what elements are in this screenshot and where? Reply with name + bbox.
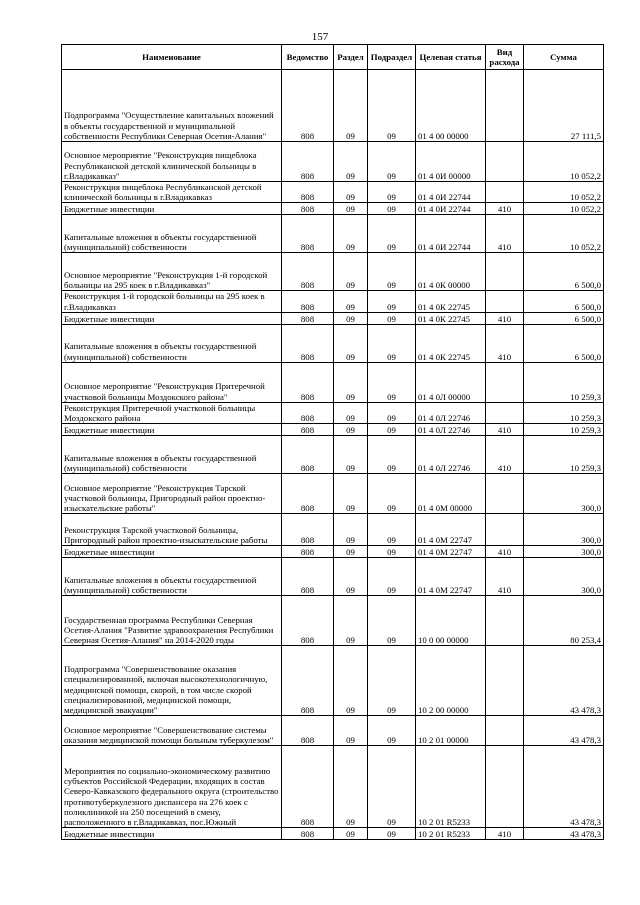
cell-section: 09 xyxy=(334,215,368,253)
cell-name: Основное мероприятие "Реконструкция Тарской участковой больницы, Пригородный район проектно-изыскательские работы" xyxy=(62,474,282,514)
cell-dept: 808 xyxy=(282,142,334,182)
cell-target: 01 4 0И 22744 xyxy=(416,203,486,215)
table-row xyxy=(62,362,604,402)
budget-table xyxy=(61,44,604,840)
cell-dept: 808 xyxy=(282,424,334,436)
cell-section: 09 xyxy=(334,291,368,312)
cell-name: Бюджетные инвестиции xyxy=(62,546,282,558)
cell-sum: 43 478,3 xyxy=(524,716,604,746)
cell-section: 09 xyxy=(334,436,368,474)
cell-subsection: 09 xyxy=(368,746,416,828)
cell-sum: 10 052,2 xyxy=(524,215,604,253)
cell-name: Подпрограмма "Осуществление капитальных вложений в объекты государственной и муниципальной собственности Республики Северная Осетия-Алания" xyxy=(62,70,282,142)
cell-subsection: 09 xyxy=(368,312,416,324)
table-row xyxy=(62,203,604,215)
cell-name: Реконструкция Тарской участковой больницы, Пригородный район проектно-изыскательские работы xyxy=(62,514,282,546)
cell-dept: 808 xyxy=(282,312,334,324)
cell-target: 01 4 0М 00000 xyxy=(416,474,486,514)
table-row xyxy=(62,436,604,474)
cell-type: 410 xyxy=(486,828,524,840)
cell-section: 09 xyxy=(334,182,368,203)
cell-name: Основное мероприятие "Реконструкция 1-й городской больницы на 295 коек в г.Владикавказ" xyxy=(62,253,282,291)
cell-section: 09 xyxy=(334,646,368,716)
cell-target: 10 2 00 00000 xyxy=(416,646,486,716)
cell-target: 10 2 01 00000 xyxy=(416,716,486,746)
cell-target: 01 4 0К 22745 xyxy=(416,312,486,324)
cell-section: 09 xyxy=(334,362,368,402)
cell-sum: 43 478,3 xyxy=(524,828,604,840)
cell-subsection: 09 xyxy=(368,828,416,840)
cell-subsection: 09 xyxy=(368,324,416,362)
cell-name: Бюджетные инвестиции xyxy=(62,828,282,840)
cell-subsection: 09 xyxy=(368,402,416,423)
cell-subsection: 09 xyxy=(368,203,416,215)
cell-type: 410 xyxy=(486,215,524,253)
table-row xyxy=(62,474,604,514)
cell-subsection: 09 xyxy=(368,215,416,253)
cell-name: Реконструкция пищеблока Республиканской детской клинической больницы в г.Владикавказ xyxy=(62,182,282,203)
cell-dept: 808 xyxy=(282,215,334,253)
cell-section: 09 xyxy=(334,514,368,546)
cell-name: Капитальные вложения в объекты государственной (муниципальной) собственности xyxy=(62,436,282,474)
cell-sum: 80 253,4 xyxy=(524,596,604,646)
cell-section: 09 xyxy=(334,546,368,558)
cell-type xyxy=(486,182,524,203)
cell-section: 09 xyxy=(334,828,368,840)
cell-subsection: 09 xyxy=(368,424,416,436)
page-number: 157 xyxy=(311,31,329,43)
cell-section: 09 xyxy=(334,558,368,596)
cell-type xyxy=(486,402,524,423)
cell-target: 01 4 0М 22747 xyxy=(416,514,486,546)
cell-section: 09 xyxy=(334,203,368,215)
table-body xyxy=(62,70,604,840)
cell-dept: 808 xyxy=(282,474,334,514)
cell-section: 09 xyxy=(334,746,368,828)
cell-subsection: 09 xyxy=(368,253,416,291)
table-row xyxy=(62,402,604,423)
cell-name: Бюджетные инвестиции xyxy=(62,203,282,215)
cell-section: 09 xyxy=(334,142,368,182)
cell-name: Реконструкция Притеречной участковой больницы Моздокского района xyxy=(62,402,282,423)
cell-type xyxy=(486,716,524,746)
cell-subsection: 09 xyxy=(368,596,416,646)
cell-target: 01 4 0Л 22746 xyxy=(416,402,486,423)
cell-sum: 10 259,3 xyxy=(524,424,604,436)
cell-name: Капитальные вложения в объекты государственной (муниципальной) собственности xyxy=(62,324,282,362)
cell-name: Бюджетные инвестиции xyxy=(62,424,282,436)
cell-type xyxy=(486,646,524,716)
cell-dept: 808 xyxy=(282,716,334,746)
cell-name: Бюджетные инвестиции xyxy=(62,312,282,324)
cell-sum: 6 500,0 xyxy=(524,253,604,291)
cell-target: 01 4 0Л 22746 xyxy=(416,436,486,474)
table-row xyxy=(62,514,604,546)
cell-type xyxy=(486,514,524,546)
header-sum: Сумма xyxy=(524,45,604,70)
cell-target: 01 4 0К 00000 xyxy=(416,253,486,291)
table-row xyxy=(62,746,604,828)
cell-name: Капитальные вложения в объекты государственной (муниципальной) собственности xyxy=(62,215,282,253)
cell-subsection: 09 xyxy=(368,474,416,514)
cell-subsection: 09 xyxy=(368,514,416,546)
header-target: Целевая статья xyxy=(416,45,486,70)
cell-dept: 808 xyxy=(282,746,334,828)
cell-target: 01 4 0И 22744 xyxy=(416,182,486,203)
cell-type xyxy=(486,474,524,514)
table-row xyxy=(62,596,604,646)
cell-subsection: 09 xyxy=(368,646,416,716)
table-row xyxy=(62,142,604,182)
cell-type: 410 xyxy=(486,312,524,324)
cell-dept: 808 xyxy=(282,203,334,215)
cell-dept: 808 xyxy=(282,558,334,596)
cell-dept: 808 xyxy=(282,253,334,291)
cell-name: Мероприятия по социально-экономическому развитию субъектов Российской Федерации, входящих в состав Северо-Кавказского федерального округа (строительство противотуберкулезного диспансера на 276 коек с поликлиникой на 250 посещений в смену, расположенного в г.Владикавказ, пос.Южный xyxy=(62,746,282,828)
cell-section: 09 xyxy=(334,312,368,324)
cell-target: 10 2 01 R5233 xyxy=(416,746,486,828)
table-row xyxy=(62,646,604,716)
cell-dept: 808 xyxy=(282,182,334,203)
cell-subsection: 09 xyxy=(368,362,416,402)
header-name: Наименование xyxy=(62,45,282,70)
cell-section: 09 xyxy=(334,474,368,514)
cell-dept: 808 xyxy=(282,546,334,558)
header-dept: Ведомство xyxy=(282,45,334,70)
cell-target: 01 4 0М 22747 xyxy=(416,546,486,558)
cell-dept: 808 xyxy=(282,291,334,312)
cell-name: Основное мероприятие "Реконструкция Притеречной участковой больницы Моздокского района" xyxy=(62,362,282,402)
cell-section: 09 xyxy=(334,402,368,423)
cell-section: 09 xyxy=(334,70,368,142)
cell-target: 10 0 00 00000 xyxy=(416,596,486,646)
cell-type xyxy=(486,362,524,402)
table-row xyxy=(62,253,604,291)
table-row xyxy=(62,828,604,840)
cell-sum: 6 500,0 xyxy=(524,324,604,362)
cell-type: 410 xyxy=(486,324,524,362)
cell-sum: 27 111,5 xyxy=(524,70,604,142)
table-row xyxy=(62,424,604,436)
cell-sum: 10 052,2 xyxy=(524,142,604,182)
cell-section: 09 xyxy=(334,424,368,436)
cell-subsection: 09 xyxy=(368,436,416,474)
cell-section: 09 xyxy=(334,324,368,362)
table-row xyxy=(62,70,604,142)
header-section: Раздел xyxy=(334,45,368,70)
cell-dept: 808 xyxy=(282,596,334,646)
cell-dept: 808 xyxy=(282,362,334,402)
cell-section: 09 xyxy=(334,253,368,291)
cell-type xyxy=(486,746,524,828)
cell-sum: 300,0 xyxy=(524,514,604,546)
cell-target: 01 4 0Л 22746 xyxy=(416,424,486,436)
cell-type xyxy=(486,70,524,142)
cell-subsection: 09 xyxy=(368,716,416,746)
cell-name: Капитальные вложения в объекты государственной (муниципальной) собственности xyxy=(62,558,282,596)
cell-dept: 808 xyxy=(282,324,334,362)
cell-target: 01 4 0К 22745 xyxy=(416,324,486,362)
cell-sum: 10 259,3 xyxy=(524,362,604,402)
table-row xyxy=(62,716,604,746)
cell-sum: 6 500,0 xyxy=(524,312,604,324)
cell-type xyxy=(486,291,524,312)
table-row xyxy=(62,558,604,596)
cell-sum: 43 478,3 xyxy=(524,646,604,716)
cell-section: 09 xyxy=(334,716,368,746)
cell-type xyxy=(486,596,524,646)
table-row xyxy=(62,546,604,558)
cell-name: Реконструкция 1-й городской больницы на 295 коек в г.Владикавказ xyxy=(62,291,282,312)
cell-sum: 10 259,3 xyxy=(524,402,604,423)
cell-sum: 43 478,3 xyxy=(524,746,604,828)
table-row xyxy=(62,312,604,324)
cell-sum: 10 259,3 xyxy=(524,436,604,474)
cell-dept: 808 xyxy=(282,828,334,840)
header-subsection: Подраздел xyxy=(368,45,416,70)
cell-subsection: 09 xyxy=(368,546,416,558)
table-header-row xyxy=(62,45,604,70)
cell-name: Основное мероприятие "Реконструкция пищеблока Республиканской детской клинической больницы в г.Владикавказ" xyxy=(62,142,282,182)
cell-name: Государственная программа Республики Северная Осетия-Алания "Развитие здравоохранения Республики Северная Осетия-Алания" на 2014-2020 годы xyxy=(62,596,282,646)
header-type: Вид расхода xyxy=(486,45,524,70)
cell-sum: 300,0 xyxy=(524,546,604,558)
cell-section: 09 xyxy=(334,596,368,646)
cell-dept: 808 xyxy=(282,70,334,142)
cell-subsection: 09 xyxy=(368,291,416,312)
cell-type xyxy=(486,253,524,291)
cell-subsection: 09 xyxy=(368,70,416,142)
cell-target: 10 2 01 R5233 xyxy=(416,828,486,840)
cell-name: Подпрограмма "Совершенствование оказания специализированной, включая высокотехнологичную, медицинской помощи, скорой, в том числе скорой специализированной, медицинской помощи, медицинской эвакуации" xyxy=(62,646,282,716)
cell-target: 01 4 00 00000 xyxy=(416,70,486,142)
cell-type: 410 xyxy=(486,424,524,436)
cell-dept: 808 xyxy=(282,436,334,474)
cell-type: 410 xyxy=(486,558,524,596)
cell-target: 01 4 0М 22747 xyxy=(416,558,486,596)
cell-target: 01 4 0И 22744 xyxy=(416,215,486,253)
cell-dept: 808 xyxy=(282,646,334,716)
cell-type: 410 xyxy=(486,203,524,215)
cell-type: 410 xyxy=(486,546,524,558)
cell-target: 01 4 0И 00000 xyxy=(416,142,486,182)
table-row xyxy=(62,215,604,253)
cell-sum: 10 052,2 xyxy=(524,203,604,215)
cell-sum: 300,0 xyxy=(524,474,604,514)
cell-sum: 10 052,2 xyxy=(524,182,604,203)
cell-subsection: 09 xyxy=(368,142,416,182)
cell-dept: 808 xyxy=(282,402,334,423)
cell-target: 01 4 0Л 00000 xyxy=(416,362,486,402)
table-row xyxy=(62,291,604,312)
cell-type xyxy=(486,142,524,182)
cell-type: 410 xyxy=(486,436,524,474)
cell-sum: 6 500,0 xyxy=(524,291,604,312)
cell-subsection: 09 xyxy=(368,558,416,596)
table-row xyxy=(62,182,604,203)
cell-sum: 300,0 xyxy=(524,558,604,596)
cell-subsection: 09 xyxy=(368,182,416,203)
table-row xyxy=(62,324,604,362)
cell-target: 01 4 0К 22745 xyxy=(416,291,486,312)
cell-dept: 808 xyxy=(282,514,334,546)
cell-name: Основное мероприятие "Совершенствование системы оказания медицинской помощи больным туберкулезом" xyxy=(62,716,282,746)
